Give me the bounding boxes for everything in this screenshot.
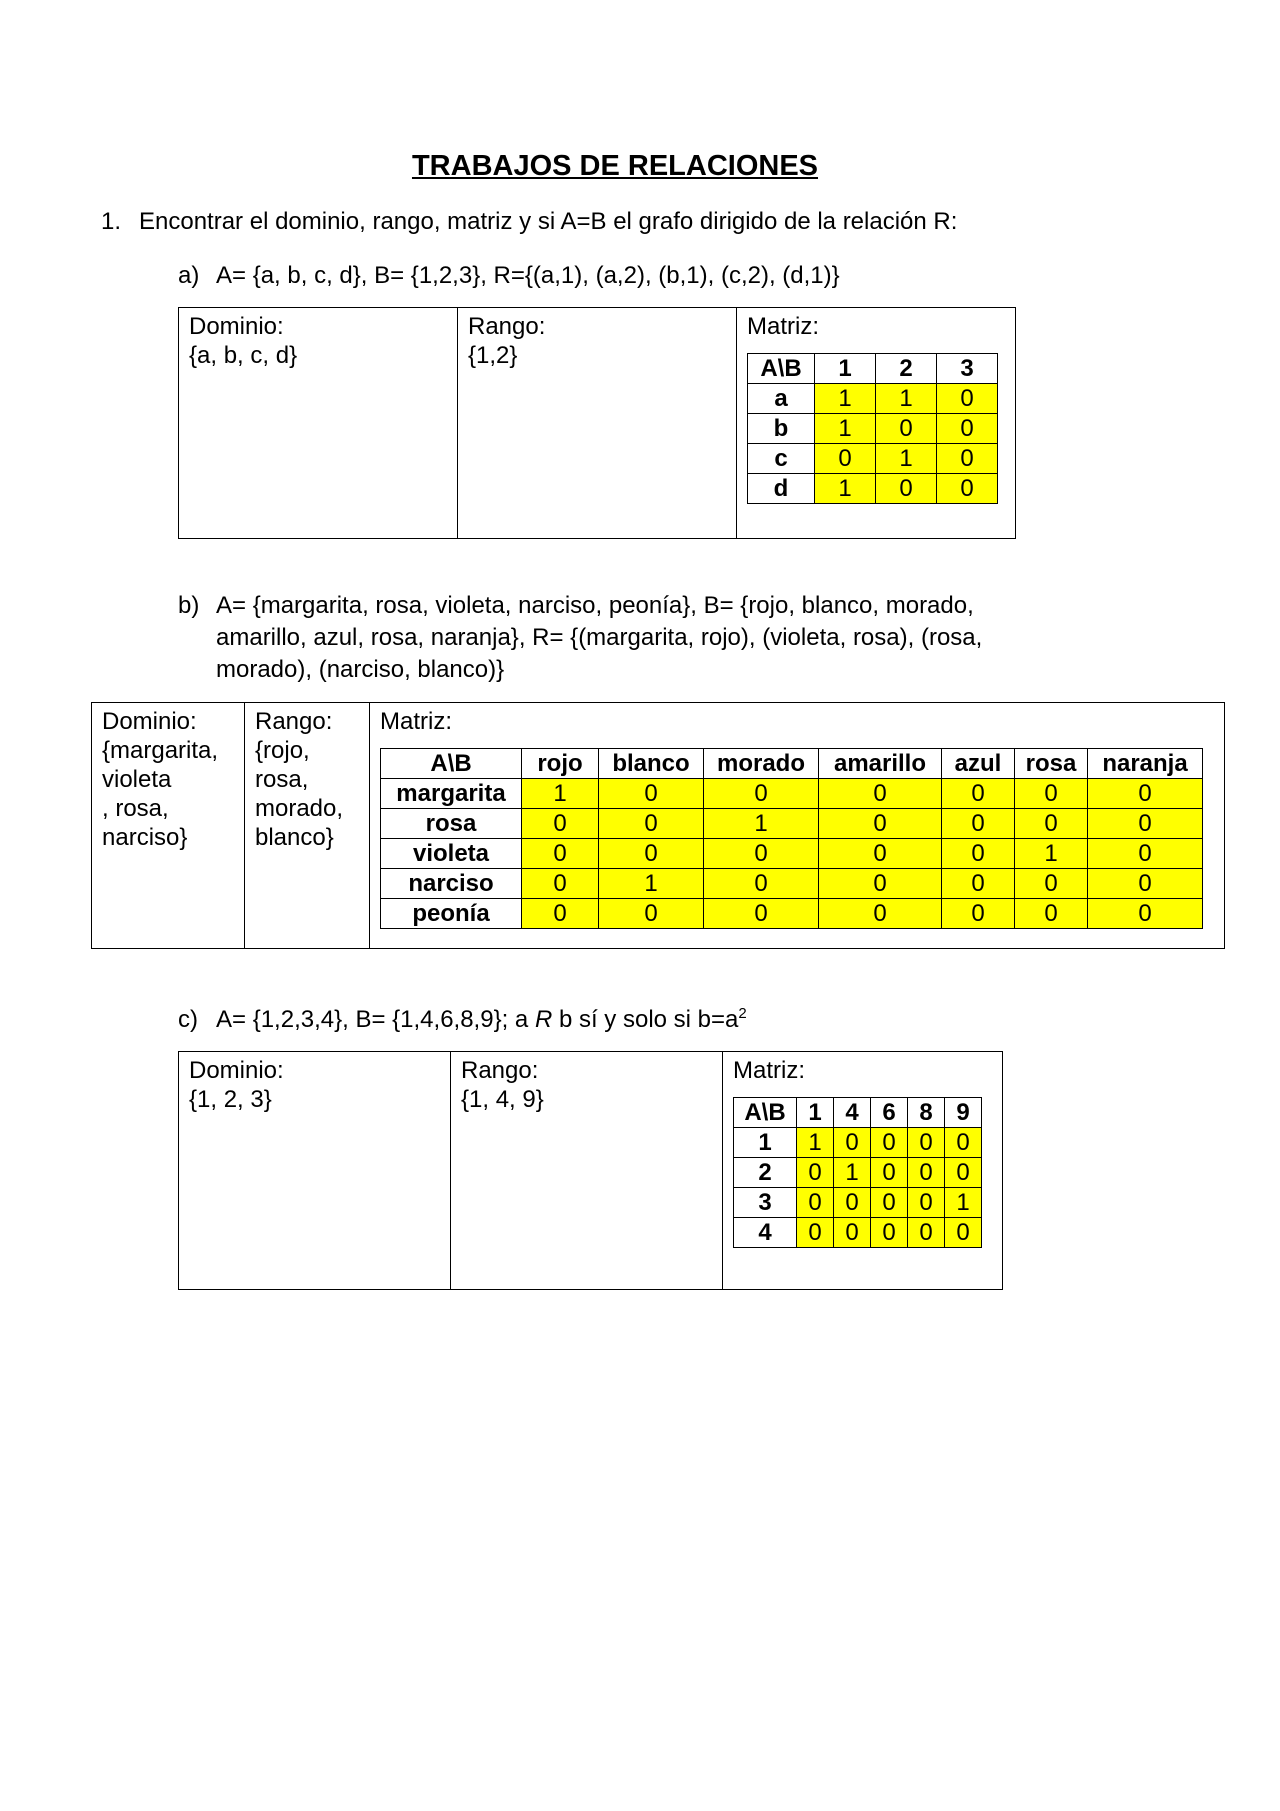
matrix-row — [381, 839, 1203, 869]
matrix-cell: 0 — [871, 1128, 908, 1158]
matrix-cell: 0 — [819, 779, 942, 809]
matrix-cell: 0 — [834, 1218, 871, 1248]
matrix-row-header: rosa — [381, 809, 522, 839]
part-a-dominio-cell — [179, 308, 458, 539]
matrix-row-header: 2 — [734, 1158, 797, 1188]
matrix-cell: 1 — [599, 869, 704, 899]
part-a-rango-cell — [458, 308, 737, 539]
matrix-cell: 0 — [797, 1158, 834, 1188]
part-a-matrix — [747, 353, 998, 504]
matrix-cell: 0 — [937, 384, 998, 414]
matrix-cell: 0 — [871, 1158, 908, 1188]
matrix-cell: 0 — [871, 1188, 908, 1218]
part-c-matriz-cell — [723, 1052, 1003, 1290]
dominio-value-line: narciso} — [102, 824, 188, 851]
matrix-cell: 0 — [908, 1188, 945, 1218]
matrix-corner: A\B — [381, 749, 522, 779]
part-b-label: b) — [178, 592, 200, 619]
matrix-cell: 0 — [942, 809, 1015, 839]
part-b-text-line: A= {margarita, rosa, violeta, narciso, peonía}, B= {rojo, blanco, morado, — [216, 592, 974, 619]
matrix-cell: 0 — [819, 839, 942, 869]
matrix-row-header: peonía — [381, 899, 522, 929]
dominio-value-line: violeta — [102, 766, 172, 793]
rango-value-line: {rojo, — [255, 737, 310, 764]
matrix-cell: 0 — [704, 839, 819, 869]
matrix-cell: 0 — [871, 1218, 908, 1248]
dominio-value: {a, b, c, d} — [189, 342, 298, 369]
matrix-corner: A\B — [734, 1098, 797, 1128]
matrix-cell: 0 — [819, 869, 942, 899]
part-b-statement — [178, 592, 974, 620]
matrix-cell: 0 — [1088, 869, 1203, 899]
dominio-value-line: , rosa, — [102, 795, 169, 822]
matrix-row — [381, 899, 1203, 929]
matrix-row-header: c — [748, 444, 815, 474]
part-c-matrix — [733, 1097, 982, 1248]
rango-label: Rango: — [461, 1057, 539, 1084]
matrix-cell: 1 — [815, 474, 876, 504]
matrix-cell: 0 — [942, 839, 1015, 869]
matrix-cell: 0 — [942, 779, 1015, 809]
part-b-matrix — [380, 748, 1203, 929]
part-a-label: a) — [178, 262, 200, 289]
dominio-label: Dominio: — [102, 708, 197, 735]
rango-label: Rango: — [468, 313, 546, 340]
matrix-row-header: 3 — [734, 1188, 797, 1218]
matriz-label: Matriz: — [380, 708, 452, 735]
matrix-cell: 0 — [815, 444, 876, 474]
matrix-row-header: margarita — [381, 779, 522, 809]
matrix-cell: 0 — [1088, 899, 1203, 929]
part-b-rango-cell — [245, 703, 370, 949]
matrix-row — [748, 444, 998, 474]
matrix-cell: 0 — [522, 899, 599, 929]
part-b-answer-table — [91, 702, 1225, 949]
matrix-cell: 0 — [599, 809, 704, 839]
matrix-cell: 0 — [876, 414, 937, 444]
part-c-dominio-cell — [179, 1052, 451, 1290]
matrix-col-header: 3 — [937, 354, 998, 384]
question-text: Encontrar el dominio, rango, matriz y si A=B el grafo dirigido de la relación R: — [139, 208, 958, 235]
dominio-label: Dominio: — [189, 1057, 284, 1084]
matrix-cell: 0 — [937, 414, 998, 444]
matrix-row — [734, 1158, 982, 1188]
matrix-col-header: rojo — [522, 749, 599, 779]
matrix-row — [381, 869, 1203, 899]
matrix-row — [748, 384, 998, 414]
matrix-col-header: 1 — [815, 354, 876, 384]
matrix-cell: 0 — [945, 1128, 982, 1158]
relation-symbol: R — [534, 1006, 553, 1033]
matrix-cell: 0 — [522, 869, 599, 899]
matrix-col-header: azul — [942, 749, 1015, 779]
rango-value: {1, 4, 9} — [461, 1086, 544, 1113]
matriz-label: Matriz: — [733, 1057, 805, 1084]
matrix-row-header: 4 — [734, 1218, 797, 1248]
matrix-cell: 0 — [797, 1218, 834, 1248]
matrix-row — [381, 809, 1203, 839]
matrix-cell: 1 — [815, 414, 876, 444]
matrix-cell: 0 — [945, 1218, 982, 1248]
matrix-cell: 0 — [522, 809, 599, 839]
part-b-dominio-cell — [92, 703, 245, 949]
matrix-cell: 0 — [834, 1128, 871, 1158]
matrix-col-header: 8 — [908, 1098, 945, 1128]
matrix-cell: 0 — [599, 779, 704, 809]
matrix-cell: 0 — [1088, 839, 1203, 869]
matrix-cell: 0 — [704, 869, 819, 899]
matrix-col-header: 1 — [797, 1098, 834, 1128]
matrix-row-header: 1 — [734, 1128, 797, 1158]
matrix-cell: 0 — [797, 1188, 834, 1218]
matrix-row — [734, 1218, 982, 1248]
matrix-row-header: violeta — [381, 839, 522, 869]
matrix-row — [748, 414, 998, 444]
part-b-text-line: amarillo, azul, rosa, naranja}, R= {(margarita, rojo), (violeta, rosa), (rosa, — [216, 624, 983, 651]
matrix-col-header: rosa — [1015, 749, 1088, 779]
part-a-statement — [178, 262, 840, 290]
matrix-cell: 1 — [945, 1188, 982, 1218]
question-number: 1. — [101, 208, 122, 235]
matrix-cell: 0 — [834, 1188, 871, 1218]
dominio-label: Dominio: — [189, 313, 284, 340]
matrix-col-header: morado — [704, 749, 819, 779]
matrix-row — [381, 779, 1203, 809]
matrix-col-header: naranja — [1088, 749, 1203, 779]
matrix-row-header: narciso — [381, 869, 522, 899]
rango-value: {1,2} — [468, 342, 518, 369]
page-title: TRABAJOS DE RELACIONES — [411, 150, 819, 182]
part-c-rango-cell — [451, 1052, 723, 1290]
rango-value-line: rosa, — [255, 766, 309, 793]
rango-label: Rango: — [255, 708, 333, 735]
matrix-cell: 0 — [945, 1158, 982, 1188]
matrix-row-header: d — [748, 474, 815, 504]
matrix-cell: 0 — [819, 899, 942, 929]
matrix-cell: 0 — [599, 899, 704, 929]
matrix-cell: 1 — [522, 779, 599, 809]
matrix-cell: 0 — [522, 839, 599, 869]
part-b-text-line: morado), (narciso, blanco)} — [216, 656, 505, 683]
matrix-row-header: b — [748, 414, 815, 444]
matrix-col-header: blanco — [599, 749, 704, 779]
matrix-cell: 0 — [908, 1158, 945, 1188]
matrix-col-header: 2 — [876, 354, 937, 384]
exponent: 2 — [738, 1005, 747, 1022]
matrix-cell: 0 — [908, 1218, 945, 1248]
part-c-label: c) — [178, 1006, 198, 1033]
matrix-cell: 0 — [1088, 779, 1203, 809]
matrix-row — [748, 474, 998, 504]
matrix-cell: 0 — [937, 444, 998, 474]
matrix-cell: 0 — [942, 899, 1015, 929]
part-c-statement — [178, 1005, 747, 1034]
rango-value-line: morado, — [255, 795, 344, 822]
matrix-cell: 0 — [908, 1128, 945, 1158]
matrix-cell: 1 — [876, 384, 937, 414]
matrix-col-header: 4 — [834, 1098, 871, 1128]
part-c-text: A= {1,2,3,4}, B= {1,4,6,8,9}; a — [216, 1006, 535, 1033]
matriz-label: Matriz: — [747, 313, 819, 340]
part-a-answer-table — [178, 307, 1016, 539]
matrix-col-header: 6 — [871, 1098, 908, 1128]
matrix-row-header: a — [748, 384, 815, 414]
part-c-answer-table — [178, 1051, 1003, 1290]
matrix-cell: 1 — [876, 444, 937, 474]
matrix-row — [734, 1188, 982, 1218]
matrix-cell: 0 — [599, 839, 704, 869]
matrix-cell: 1 — [704, 809, 819, 839]
matrix-cell: 0 — [819, 809, 942, 839]
matrix-corner: A\B — [748, 354, 815, 384]
rango-value-line: blanco} — [255, 824, 334, 851]
matrix-cell: 0 — [1015, 779, 1088, 809]
part-a-matriz-cell — [737, 308, 1016, 539]
matrix-cell: 0 — [876, 474, 937, 504]
part-c-text-rest: b sí y solo si b=a — [552, 1006, 739, 1033]
matrix-cell: 1 — [815, 384, 876, 414]
matrix-cell: 0 — [1015, 869, 1088, 899]
matrix-cell: 0 — [704, 779, 819, 809]
matrix-row — [734, 1128, 982, 1158]
question-1 — [101, 208, 957, 236]
matrix-col-header: amarillo — [819, 749, 942, 779]
dominio-value-line: {margarita, — [102, 737, 219, 764]
part-b-matriz-cell — [370, 703, 1225, 949]
matrix-cell: 0 — [942, 869, 1015, 899]
matrix-cell: 0 — [1015, 809, 1088, 839]
matrix-cell: 1 — [1015, 839, 1088, 869]
dominio-value: {1, 2, 3} — [189, 1086, 272, 1113]
matrix-cell: 0 — [704, 899, 819, 929]
matrix-cell: 0 — [937, 474, 998, 504]
matrix-col-header: 9 — [945, 1098, 982, 1128]
matrix-cell: 0 — [1088, 809, 1203, 839]
matrix-cell: 0 — [1015, 899, 1088, 929]
matrix-cell: 1 — [834, 1158, 871, 1188]
matrix-cell: 1 — [797, 1128, 834, 1158]
part-a-text: A= {a, b, c, d}, B= {1,2,3}, R={(a,1), (a,2), (b,1), (c,2), (d,1)} — [216, 262, 840, 289]
